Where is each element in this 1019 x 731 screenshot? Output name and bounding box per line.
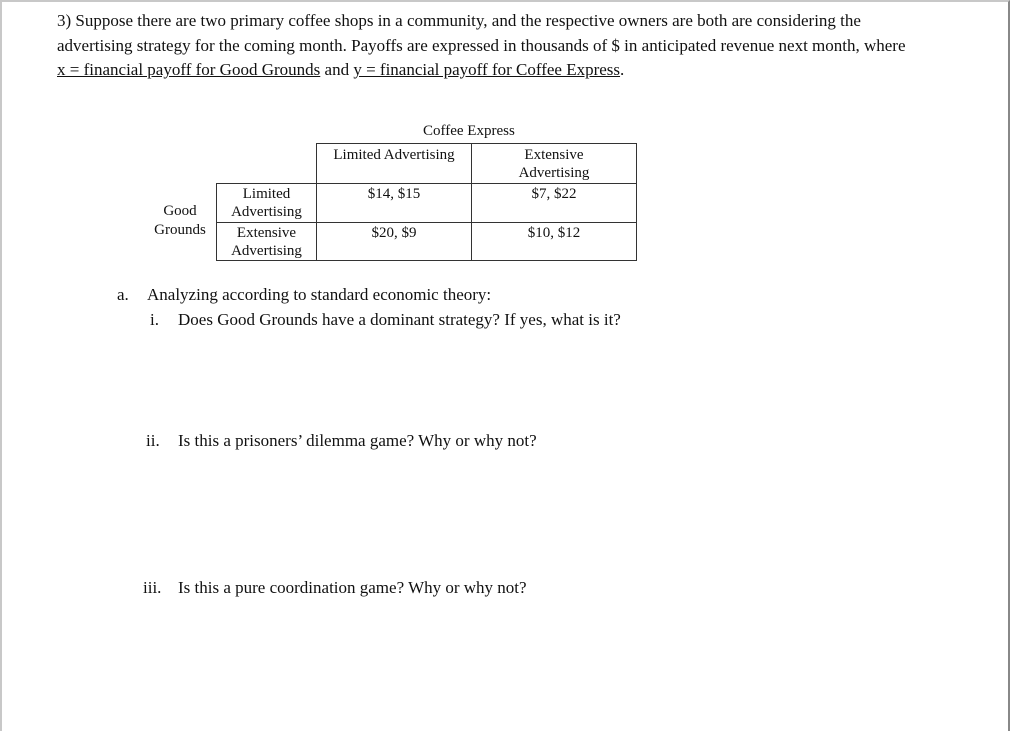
row-header-limited-line-1: Limited bbox=[242, 186, 291, 202]
col-header-limited bbox=[316, 143, 471, 183]
row-header-limited-line-2: Advertising bbox=[231, 204, 302, 220]
row-header-extensive-line-1: Extensive bbox=[236, 225, 297, 241]
x-definition: x = financial payoff for Good Grounds bbox=[57, 60, 321, 79]
part-iii bbox=[143, 577, 527, 599]
question-line-1: 3) Suppose there are two primary coffee shops in a community, and the respective owners are both are considering the bbox=[57, 11, 861, 30]
part-ii-text: Is this a prisoners’ dilemma game? Why or why not? bbox=[178, 431, 537, 450]
period-text: . bbox=[620, 60, 625, 79]
part-a bbox=[117, 284, 491, 306]
col-header-limited-line-1: Limited Advertising bbox=[333, 147, 455, 163]
part-iii-text: Is this a pure coordination game? Why or why not? bbox=[178, 578, 527, 597]
col-header-extensive-line-1: Extensive bbox=[524, 147, 584, 163]
col-header-extensive bbox=[471, 143, 637, 183]
payoff-cell-limited-extensive: $7, $22 bbox=[471, 183, 637, 222]
question-text bbox=[57, 9, 997, 83]
row-header-extensive bbox=[216, 222, 316, 261]
part-i-number: i. bbox=[150, 310, 159, 329]
part-a-text: Analyzing according to standard economic theory: bbox=[147, 285, 492, 304]
col-header-extensive-line-2: Advertising bbox=[518, 165, 590, 181]
part-ii bbox=[146, 430, 537, 452]
question-line-2: advertising strategy for the coming month. Payoffs are expressed in thousands of $ in anticipated revenue next month, where bbox=[57, 35, 906, 55]
part-i bbox=[150, 309, 621, 331]
row-header-extensive-line-2: Advertising bbox=[231, 243, 302, 259]
y-definition: y = financial payoff for Coffee Express bbox=[353, 60, 621, 79]
payoff-cell-extensive-limited: $20, $9 bbox=[316, 222, 471, 261]
row-player-line-1: Good bbox=[163, 203, 197, 219]
payoff-cell-extensive-extensive: $10, $12 bbox=[471, 222, 637, 261]
part-i-text: Does Good Grounds have a dominant strategy? If yes, what is it? bbox=[178, 310, 621, 329]
and-text: and bbox=[320, 60, 354, 79]
column-player-label: Coffee Express bbox=[423, 123, 515, 139]
question-line-3 bbox=[57, 58, 997, 83]
part-ii-number: ii. bbox=[146, 431, 160, 450]
part-iii-number: iii. bbox=[143, 578, 162, 597]
part-a-number: a. bbox=[117, 285, 129, 304]
row-header-limited bbox=[216, 183, 316, 222]
row-player-line-2: Grounds bbox=[154, 222, 206, 238]
payoff-cell-limited-limited: $14, $15 bbox=[316, 183, 471, 222]
row-player-label bbox=[150, 202, 210, 240]
